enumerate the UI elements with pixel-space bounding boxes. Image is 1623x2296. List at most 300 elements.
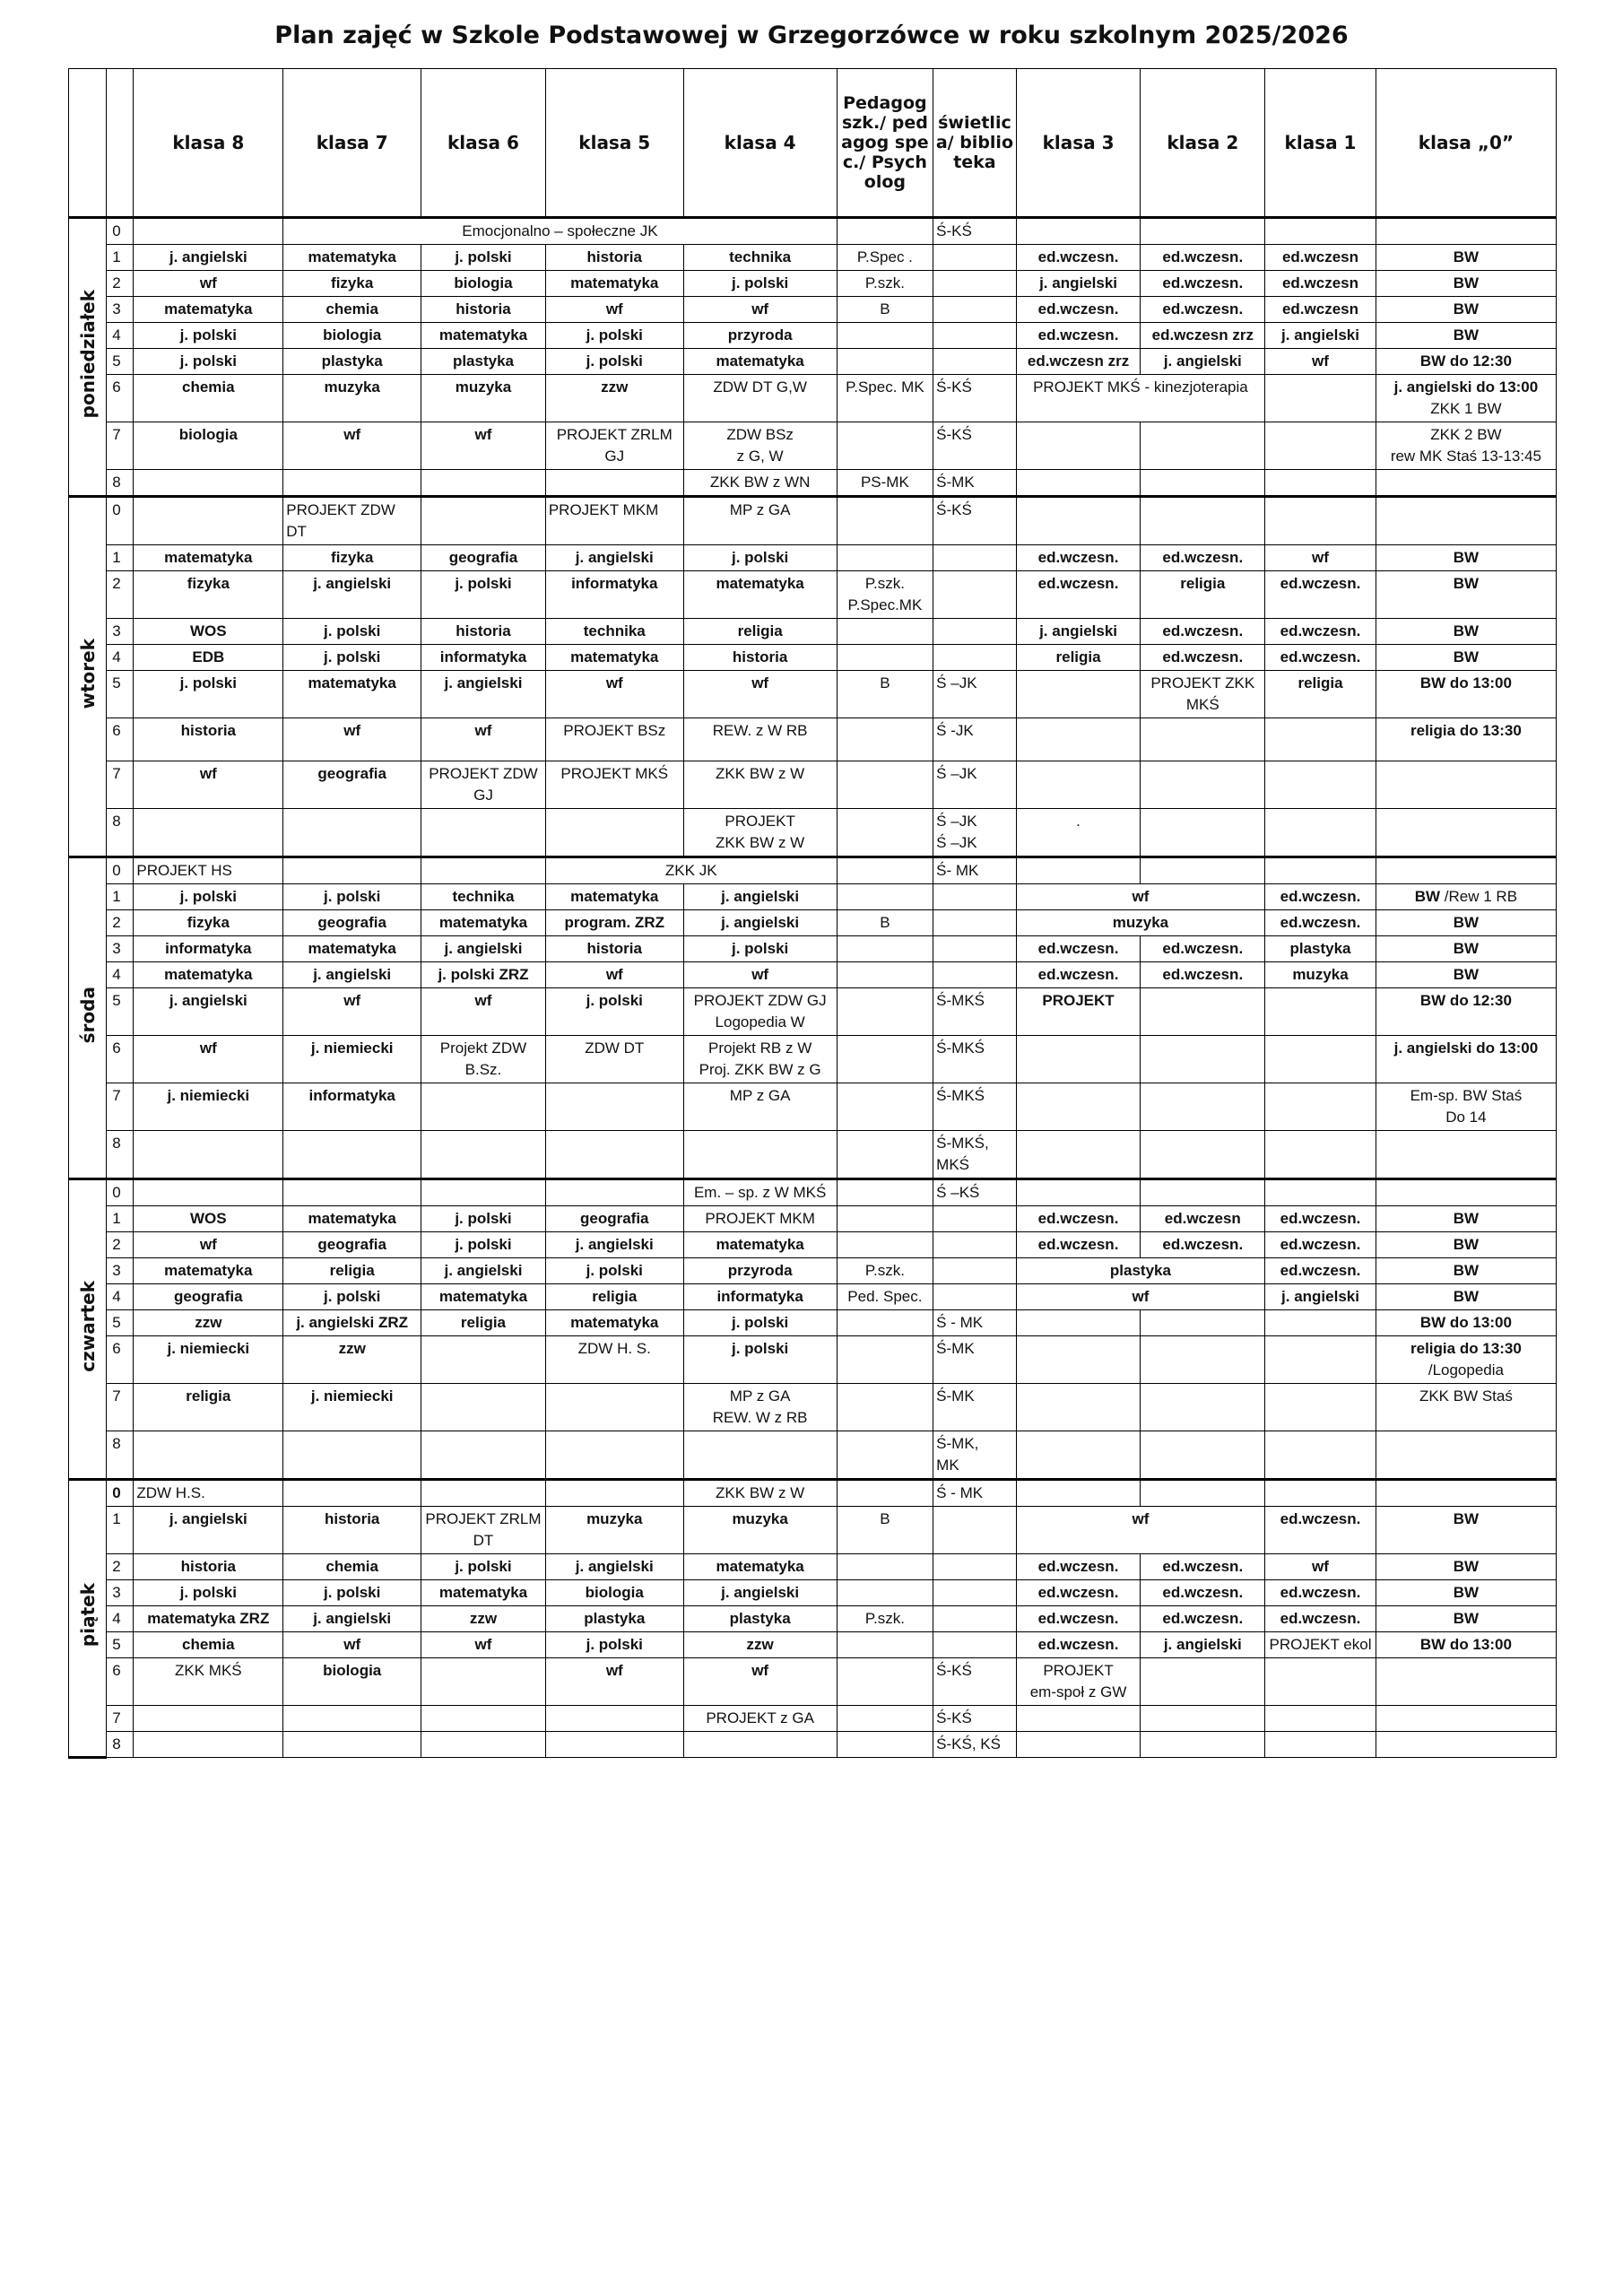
schedule-cell: BW xyxy=(1376,571,1556,619)
schedule-cell xyxy=(1141,1384,1265,1431)
schedule-cell xyxy=(1265,1706,1376,1732)
schedule-cell: matematyka xyxy=(134,1258,283,1284)
schedule-cell xyxy=(421,1706,546,1732)
schedule-cell xyxy=(1376,1658,1556,1706)
schedule-cell: Ś-MK xyxy=(933,1384,1017,1431)
schedule-cell xyxy=(1141,1480,1265,1507)
schedule-cell xyxy=(933,645,1017,671)
schedule-cell: religia xyxy=(683,619,837,645)
schedule-cell: wf xyxy=(545,962,683,988)
day-label-cell xyxy=(69,497,107,857)
table-row xyxy=(69,1706,1557,1732)
schedule-cell: informatyka xyxy=(683,1284,837,1310)
schedule-cell: plastyka xyxy=(683,1606,837,1632)
schedule-cell xyxy=(421,857,546,884)
schedule-cell: ed.wczesn xyxy=(1265,245,1376,271)
schedule-cell xyxy=(933,1232,1017,1258)
schedule-cell: j. polski xyxy=(421,1232,546,1258)
schedule-cell xyxy=(837,497,933,545)
schedule-cell: j. angielski xyxy=(1265,1284,1376,1310)
schedule-cell: BW xyxy=(1376,1507,1556,1554)
schedule-cell: j. angielski xyxy=(683,884,837,910)
table-row xyxy=(69,645,1557,671)
schedule-cell xyxy=(837,936,933,962)
schedule-cell: ZDW BSz z G, W xyxy=(683,422,837,470)
day-label: poniedziałek xyxy=(76,289,99,419)
table-row xyxy=(69,1384,1557,1431)
lesson-number: 5 xyxy=(107,349,134,375)
schedule-cell: BW do 12:30 xyxy=(1376,988,1556,1036)
schedule-cell: PROJEKT ZDW DT xyxy=(283,497,421,545)
schedule-cell: P.szk. xyxy=(837,1258,933,1284)
lesson-number: 6 xyxy=(107,1036,134,1083)
schedule-cell xyxy=(1265,988,1376,1036)
schedule-cell: P.szk. xyxy=(837,1606,933,1632)
schedule-cell: historia xyxy=(134,718,283,761)
schedule-cell: religia xyxy=(1141,571,1265,619)
schedule-cell: matematyka xyxy=(134,297,283,323)
schedule-cell xyxy=(933,1580,1017,1606)
schedule-cell xyxy=(837,1384,933,1431)
schedule-cell: matematyka xyxy=(421,910,546,936)
schedule-cell: chemia xyxy=(283,1554,421,1580)
lesson-number: 7 xyxy=(107,761,134,809)
table-row xyxy=(69,571,1557,619)
schedule-cell xyxy=(933,936,1017,962)
schedule-cell xyxy=(421,470,546,497)
day-label: wtorek xyxy=(76,638,99,709)
schedule-cell xyxy=(1265,1036,1376,1083)
schedule-cell: j. polski xyxy=(421,1206,546,1232)
schedule-cell: ed.wczesn. xyxy=(1016,297,1141,323)
schedule-cell xyxy=(1265,1431,1376,1480)
schedule-cell xyxy=(421,1658,546,1706)
schedule-cell: j. polski xyxy=(545,1632,683,1658)
schedule-cell: Ś-KŚ, KŚ xyxy=(933,1732,1017,1758)
lesson-number: 5 xyxy=(107,988,134,1036)
schedule-cell xyxy=(837,962,933,988)
schedule-cell: PROJEKT ZRLM DT xyxy=(421,1507,546,1554)
schedule-cell: BW xyxy=(1376,962,1556,988)
table-row xyxy=(69,1554,1557,1580)
schedule-cell xyxy=(1376,1131,1556,1179)
schedule-cell: j. polski xyxy=(134,671,283,718)
schedule-cell xyxy=(837,761,933,809)
table-row xyxy=(69,936,1557,962)
lesson-number: 6 xyxy=(107,1336,134,1384)
schedule-cell: j. angielski xyxy=(134,988,283,1036)
schedule-cell xyxy=(1016,1384,1141,1431)
schedule-cell: plastyka xyxy=(1016,1258,1265,1284)
lesson-number: 1 xyxy=(107,245,134,271)
schedule-cell xyxy=(933,1554,1017,1580)
schedule-cell: PROJEKT MKM xyxy=(545,497,683,545)
schedule-cell: ed.wczesn. xyxy=(1265,1258,1376,1284)
schedule-cell: BW xyxy=(1376,1606,1556,1632)
schedule-cell: Ś-MKŚ, MKŚ xyxy=(933,1131,1017,1179)
schedule-cell: geografia xyxy=(545,1206,683,1232)
schedule-cell: BW xyxy=(1376,910,1556,936)
schedule-cell: matematyka xyxy=(545,271,683,297)
schedule-cell xyxy=(283,1732,421,1758)
schedule-cell xyxy=(283,1706,421,1732)
schedule-cell xyxy=(134,1131,283,1179)
schedule-cell: PROJEKT HS xyxy=(134,857,283,884)
schedule-cell xyxy=(421,497,546,545)
schedule-cell: ed.wczesn. xyxy=(1141,1554,1265,1580)
schedule-cell: ed.wczesn. xyxy=(1265,1206,1376,1232)
schedule-cell xyxy=(933,910,1017,936)
schedule-cell xyxy=(134,1732,283,1758)
schedule-cell xyxy=(933,297,1017,323)
lesson-number: 0 xyxy=(107,1480,134,1507)
table-row xyxy=(69,545,1557,571)
schedule-cell: B xyxy=(837,297,933,323)
schedule-cell: wf xyxy=(283,718,421,761)
lesson-number: 5 xyxy=(107,671,134,718)
schedule-cell: religia xyxy=(134,1384,283,1431)
lesson-number: 7 xyxy=(107,422,134,470)
schedule-cell: biologia xyxy=(545,1580,683,1606)
lesson-number: 0 xyxy=(107,1179,134,1206)
table-row xyxy=(69,1036,1557,1083)
table-row xyxy=(69,297,1557,323)
schedule-cell: zzw xyxy=(545,375,683,422)
schedule-cell: technika xyxy=(545,619,683,645)
schedule-cell: historia xyxy=(683,645,837,671)
table-row xyxy=(69,1310,1557,1336)
schedule-cell xyxy=(283,1131,421,1179)
schedule-cell: PROJEKT ekol xyxy=(1265,1632,1376,1658)
table-row xyxy=(69,1206,1557,1232)
schedule-cell: religia xyxy=(545,1284,683,1310)
schedule-cell: ed.wczesn. xyxy=(1265,619,1376,645)
schedule-cell xyxy=(283,1179,421,1206)
schedule-cell: ed.wczesn. xyxy=(1016,1206,1141,1232)
schedule-cell xyxy=(933,571,1017,619)
schedule-cell xyxy=(837,857,933,884)
schedule-cell: biologia xyxy=(134,422,283,470)
schedule-cell: informatyka xyxy=(421,645,546,671)
schedule-cell xyxy=(283,809,421,857)
schedule-cell xyxy=(1141,761,1265,809)
lesson-number: 0 xyxy=(107,218,134,245)
schedule-cell: j. angielski xyxy=(134,245,283,271)
schedule-cell: muzyka xyxy=(283,375,421,422)
schedule-cell: PS-MK xyxy=(837,470,933,497)
schedule-cell: muzyka xyxy=(1016,910,1265,936)
schedule-cell xyxy=(1376,1480,1556,1507)
schedule-cell xyxy=(1265,1658,1376,1706)
schedule-cell xyxy=(933,545,1017,571)
table-row xyxy=(69,422,1557,470)
schedule-cell: j. polski xyxy=(421,1554,546,1580)
schedule-cell: j. angielski xyxy=(683,1580,837,1606)
schedule-cell xyxy=(1265,1131,1376,1179)
table-row xyxy=(69,1258,1557,1284)
schedule-cell: muzyka xyxy=(683,1507,837,1554)
schedule-cell: j. angielski xyxy=(283,571,421,619)
schedule-cell: Ś-MKŚ xyxy=(933,1036,1017,1083)
schedule-cell xyxy=(1141,1179,1265,1206)
schedule-cell: j. polski xyxy=(683,936,837,962)
schedule-cell xyxy=(1016,218,1141,245)
schedule-cell: matematyka xyxy=(283,671,421,718)
schedule-cell: wf xyxy=(545,671,683,718)
lesson-number-header xyxy=(107,69,134,218)
schedule-cell: ed.wczesn xyxy=(1265,297,1376,323)
schedule-cell: biologia xyxy=(283,1658,421,1706)
schedule-cell: wf xyxy=(1265,349,1376,375)
schedule-cell: religia xyxy=(1265,671,1376,718)
schedule-cell: ed.wczesn. xyxy=(1141,245,1265,271)
day-label: środa xyxy=(76,986,99,1044)
schedule-cell xyxy=(1265,218,1376,245)
schedule-cell xyxy=(837,1131,933,1179)
schedule-cell: Ś- MK xyxy=(933,857,1017,884)
schedule-cell: PROJEKT ZDW GJ Logopedia W xyxy=(683,988,837,1036)
schedule-cell xyxy=(933,962,1017,988)
lesson-number: 0 xyxy=(107,497,134,545)
schedule-cell: muzyka xyxy=(1265,962,1376,988)
schedule-cell: MP z GA xyxy=(683,1083,837,1131)
schedule-cell: Ś-MK xyxy=(933,470,1017,497)
lesson-number: 0 xyxy=(107,857,134,884)
schedule-cell: BW xyxy=(1376,271,1556,297)
schedule-cell xyxy=(1141,470,1265,497)
schedule-cell xyxy=(283,1480,421,1507)
table-row xyxy=(69,1606,1557,1632)
schedule-cell: BW xyxy=(1376,245,1556,271)
lesson-number: 8 xyxy=(107,1431,134,1480)
schedule-cell xyxy=(1141,1310,1265,1336)
schedule-cell xyxy=(837,1706,933,1732)
schedule-cell: ZKK BW z W xyxy=(683,761,837,809)
schedule-cell: j. angielski xyxy=(545,545,683,571)
schedule-cell xyxy=(1016,1083,1141,1131)
schedule-cell xyxy=(1265,1179,1376,1206)
schedule-cell: chemia xyxy=(134,1632,283,1658)
schedule-cell xyxy=(1016,1336,1141,1384)
schedule-cell xyxy=(1265,718,1376,761)
schedule-cell: ed.wczesn. xyxy=(1141,936,1265,962)
schedule-cell: matematyka xyxy=(421,323,546,349)
schedule-cell: wf xyxy=(545,297,683,323)
day-label-cell xyxy=(69,857,107,1179)
schedule-cell: informatyka xyxy=(545,571,683,619)
schedule-cell: PROJEKT xyxy=(1016,988,1141,1036)
schedule-cell xyxy=(1141,988,1265,1036)
schedule-cell: WOS xyxy=(134,619,283,645)
schedule-cell: j. polski xyxy=(683,1336,837,1384)
schedule-cell xyxy=(1376,857,1556,884)
table-row xyxy=(69,988,1557,1036)
schedule-cell xyxy=(1376,761,1556,809)
schedule-cell xyxy=(683,1732,837,1758)
schedule-cell xyxy=(545,809,683,857)
schedule-cell: j. angielski xyxy=(421,1258,546,1284)
schedule-cell: j. polski xyxy=(283,884,421,910)
schedule-cell: ZKK MKŚ xyxy=(134,1658,283,1706)
schedule-cell xyxy=(1376,809,1556,857)
schedule-cell: matematyka xyxy=(421,1284,546,1310)
lesson-number: 1 xyxy=(107,884,134,910)
schedule-cell xyxy=(933,349,1017,375)
schedule-cell xyxy=(1265,1384,1376,1431)
day-header-corner xyxy=(69,69,107,218)
table-row xyxy=(69,1658,1557,1706)
schedule-cell: P.szk. xyxy=(837,271,933,297)
schedule-cell xyxy=(545,1083,683,1131)
schedule-cell xyxy=(1016,1036,1141,1083)
schedule-cell xyxy=(837,1179,933,1206)
schedule-cell: j. polski ZRZ xyxy=(421,962,546,988)
schedule-cell: j. polski xyxy=(545,988,683,1036)
schedule-cell: fizyka xyxy=(134,571,283,619)
schedule-cell: wf xyxy=(134,1036,283,1083)
schedule-cell xyxy=(1016,1480,1141,1507)
lesson-number: 4 xyxy=(107,645,134,671)
schedule-cell xyxy=(837,988,933,1036)
schedule-cell: j. polski xyxy=(134,1580,283,1606)
schedule-cell: Ś-KŚ xyxy=(933,497,1017,545)
schedule-cell xyxy=(933,323,1017,349)
schedule-cell: BW xyxy=(1376,1258,1556,1284)
lesson-number: 7 xyxy=(107,1706,134,1732)
schedule-cell: j. polski xyxy=(283,619,421,645)
schedule-cell xyxy=(837,1232,933,1258)
schedule-cell xyxy=(134,470,283,497)
schedule-cell: wf xyxy=(1016,1284,1265,1310)
schedule-cell: PROJEKT ZKK MKŚ xyxy=(1141,671,1265,718)
table-row xyxy=(69,962,1557,988)
schedule-cell: wf xyxy=(683,962,837,988)
schedule-cell xyxy=(421,1431,546,1480)
schedule-cell: historia xyxy=(421,297,546,323)
schedule-cell: j. angielski do 13:00 ZKK 1 BW xyxy=(1376,375,1556,422)
table-row xyxy=(69,218,1557,245)
schedule-cell xyxy=(837,1083,933,1131)
table-row xyxy=(69,1507,1557,1554)
day-label-cell xyxy=(69,218,107,497)
schedule-cell: j. angielski xyxy=(421,936,546,962)
header-klasa-0: klasa „0” xyxy=(1376,69,1556,218)
lesson-number: 3 xyxy=(107,1580,134,1606)
schedule-cell: zzw xyxy=(134,1310,283,1336)
schedule-cell: matematyka xyxy=(134,545,283,571)
lesson-number: 3 xyxy=(107,297,134,323)
schedule-cell: j. polski xyxy=(283,645,421,671)
schedule-cell: j. polski xyxy=(134,323,283,349)
schedule-cell: j. angielski xyxy=(283,1606,421,1632)
schedule-cell xyxy=(1141,809,1265,857)
lesson-number: 5 xyxy=(107,1310,134,1336)
table-row xyxy=(69,1732,1557,1758)
schedule-cell: j. polski xyxy=(421,245,546,271)
schedule-cell xyxy=(545,1431,683,1480)
schedule-cell xyxy=(545,1706,683,1732)
schedule-cell xyxy=(1016,1310,1141,1336)
lesson-number: 5 xyxy=(107,1632,134,1658)
schedule-cell xyxy=(933,619,1017,645)
schedule-cell: matematyka xyxy=(683,571,837,619)
schedule-cell: Ś-MK, MK xyxy=(933,1431,1017,1480)
schedule-cell: ed.wczesn. xyxy=(1141,271,1265,297)
schedule-cell xyxy=(1141,1431,1265,1480)
schedule-cell: wf xyxy=(683,1658,837,1706)
header-row xyxy=(69,69,1557,218)
table-row xyxy=(69,619,1557,645)
schedule-cell: matematyka xyxy=(283,936,421,962)
schedule-cell: BW xyxy=(1376,323,1556,349)
schedule-cell: Ś-KŚ xyxy=(933,1706,1017,1732)
day-label-cell xyxy=(69,1179,107,1480)
header-klasa-5: klasa 5 xyxy=(545,69,683,218)
schedule-cell: wf xyxy=(683,671,837,718)
schedule-cell: Ś-MKŚ xyxy=(933,1083,1017,1131)
schedule-cell: technika xyxy=(683,245,837,271)
schedule-cell: ed.wczesn. xyxy=(1016,1554,1141,1580)
schedule-cell xyxy=(837,1431,933,1480)
schedule-cell: j. angielski xyxy=(1141,349,1265,375)
schedule-cell: EDB xyxy=(134,645,283,671)
header-klasa-4: klasa 4 xyxy=(683,69,837,218)
schedule-cell: informatyka xyxy=(283,1083,421,1131)
schedule-cell xyxy=(421,809,546,857)
schedule-cell xyxy=(837,422,933,470)
lesson-number: 6 xyxy=(107,375,134,422)
schedule-cell: BW xyxy=(1376,1284,1556,1310)
schedule-cell: PROJEKT MKM xyxy=(683,1206,837,1232)
schedule-cell: matematyka ZRZ xyxy=(134,1606,283,1632)
schedule-cell: PROJEKT MKŚ - kinezjoterapia xyxy=(1016,375,1265,422)
schedule-cell xyxy=(1141,1658,1265,1706)
schedule-cell: Ped. Spec. xyxy=(837,1284,933,1310)
schedule-cell: PROJEKT MKŚ xyxy=(545,761,683,809)
schedule-cell: Ś-KŚ xyxy=(933,218,1017,245)
schedule-cell: religia xyxy=(421,1310,546,1336)
schedule-cell xyxy=(1016,671,1141,718)
schedule-cell: Ś-KŚ xyxy=(933,422,1017,470)
schedule-cell: ed.wczesn. xyxy=(1141,619,1265,645)
schedule-cell: j. niemiecki xyxy=(283,1036,421,1083)
schedule-cell xyxy=(421,1336,546,1384)
schedule-cell: ZDW H.S. xyxy=(134,1480,283,1507)
schedule-cell: j. angielski xyxy=(283,962,421,988)
schedule-cell xyxy=(933,271,1017,297)
table-row xyxy=(69,718,1557,761)
schedule-cell xyxy=(1016,422,1141,470)
lesson-number: 4 xyxy=(107,962,134,988)
schedule-cell: wf xyxy=(283,988,421,1036)
schedule-cell: BW xyxy=(1376,1232,1556,1258)
lesson-number: 6 xyxy=(107,718,134,761)
schedule-cell xyxy=(1141,422,1265,470)
table-row xyxy=(69,1083,1557,1131)
schedule-cell: ed.wczesn xyxy=(1265,271,1376,297)
header-klasa-7: klasa 7 xyxy=(283,69,421,218)
schedule-cell: ed.wczesn. xyxy=(1265,1232,1376,1258)
schedule-cell: religia do 13:30 xyxy=(1376,718,1556,761)
schedule-cell: BW xyxy=(1376,297,1556,323)
schedule-cell: historia xyxy=(421,619,546,645)
schedule-cell xyxy=(1265,1310,1376,1336)
schedule-cell xyxy=(837,1732,933,1758)
schedule-cell: Ś-KŚ xyxy=(933,375,1017,422)
schedule-cell: ed.wczesn. xyxy=(1016,545,1141,571)
schedule-cell xyxy=(1265,470,1376,497)
schedule-cell: ed.wczesn. xyxy=(1265,1606,1376,1632)
